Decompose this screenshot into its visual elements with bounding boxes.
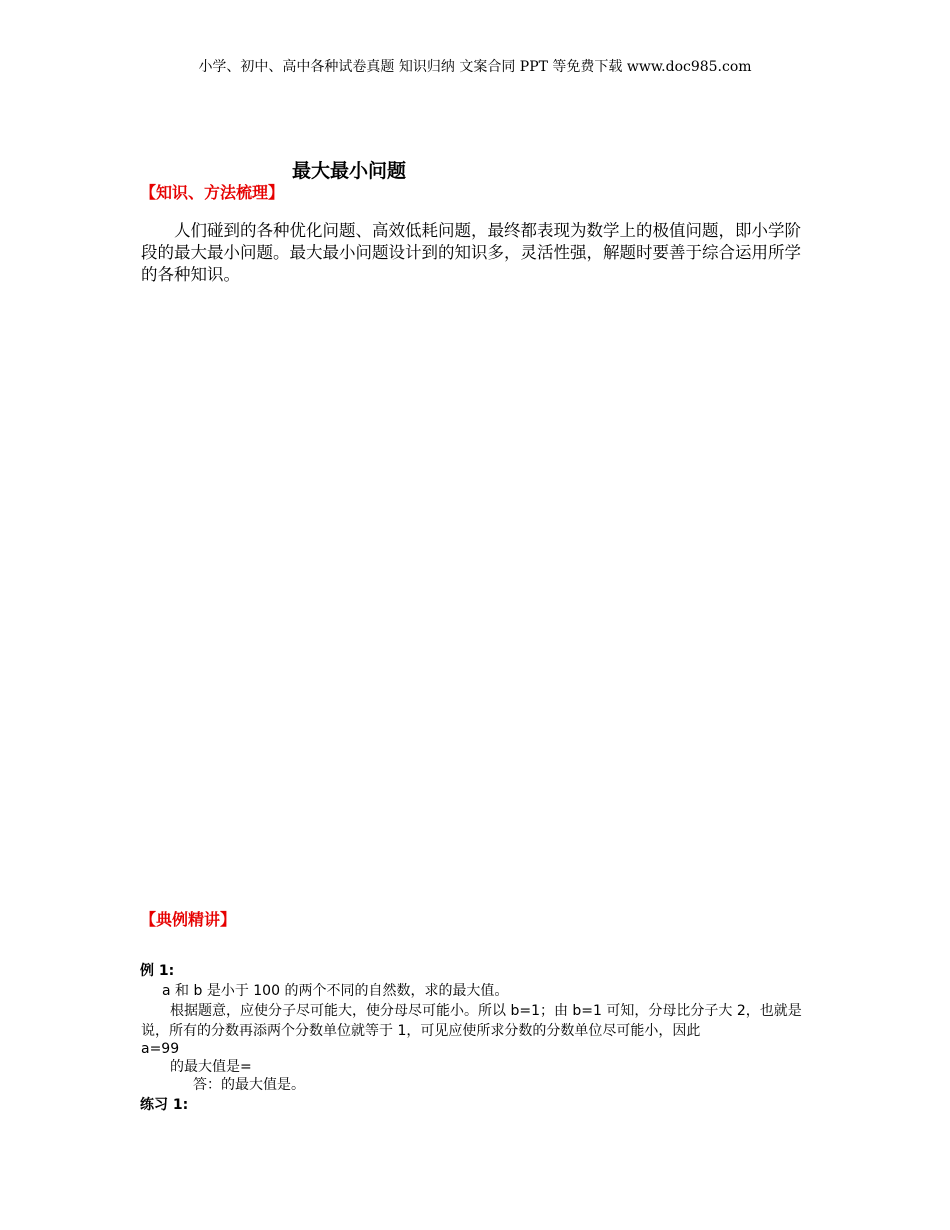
example-1-a-value: a=99 [141,1041,180,1057]
example-1-answer: 答：的最大值是。 [193,1077,305,1093]
intro-text: 人们碰到的各种优化问题、高效低耗问题，最终都表现为数学上的极值问题，即小学阶段的最大最小问题。最大最小问题设计到的知识多，灵活性强，解题时要善于综合运用所学的各种知识。 [141,221,801,284]
example-1-label: 例 1: [140,963,175,979]
intro-paragraph [141,220,816,286]
example-1-solution: 根据题意，应使分子尽可能大，使分母尽可能小。所以 b=1；由 b=1 可知，分母比分子大 2，也就是说，所有的分数再添两个分数单位就等于 1，可见应使所求分数的分数单位尽可能小，因此 [141,1003,802,1039]
example-1-question: a 和 b 是小于 100 的两个不同的自然数，求的最大值。 [162,983,509,999]
exercise-1-label: 练习 1: [140,1097,189,1113]
example-1-max-value: 的最大值是= [170,1059,252,1075]
section-heading-examples: 【典例精讲】 [140,910,237,929]
page-title: 最大最小问题 [292,160,407,182]
section-heading-knowledge: 【知识、方法梳理】 [140,183,285,202]
page-header: 小学、初中、高中各种试卷真题 知识归纳 文案合同 PPT 等免费下载 www.doc985.com [198,59,752,75]
